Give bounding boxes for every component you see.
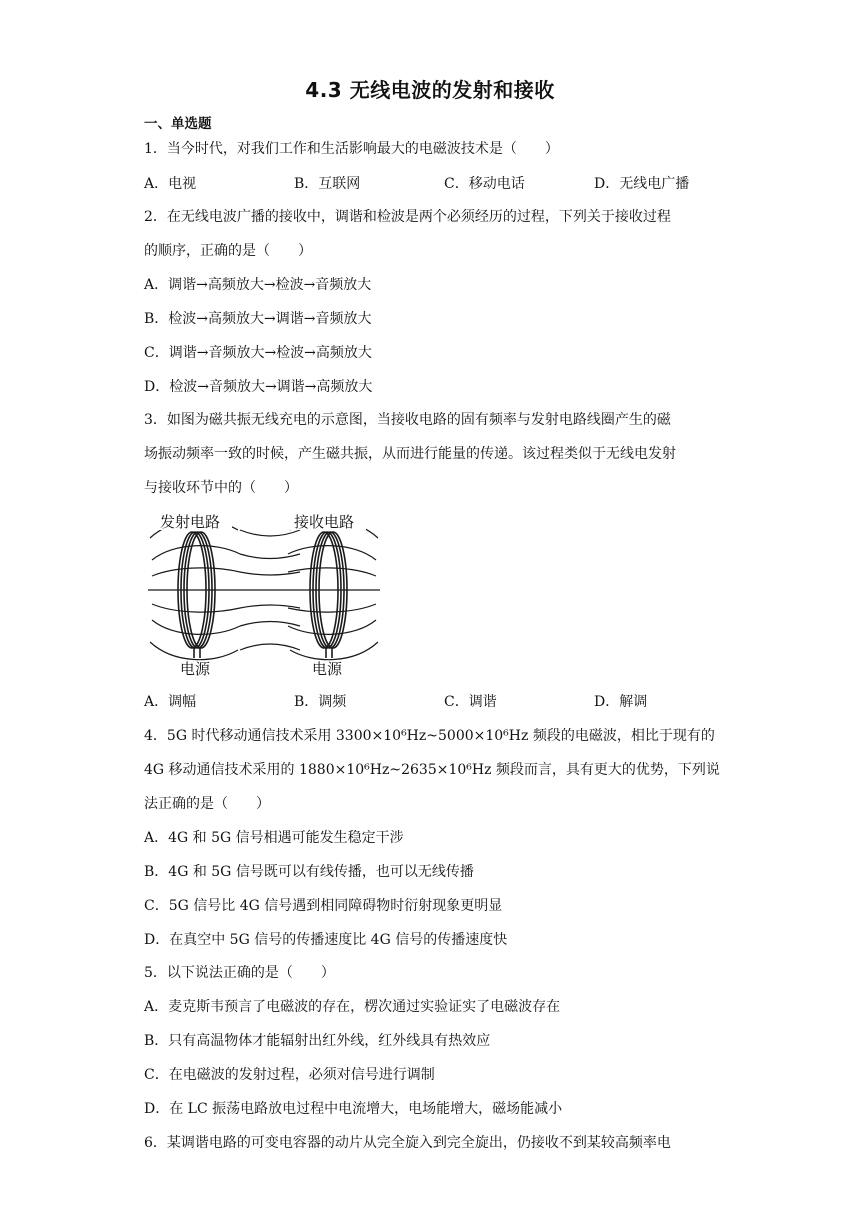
- question-5-stem: 5．以下说法正确的是（ ）: [144, 965, 335, 981]
- question-1-stem: 1．当今时代，对我们工作和生活影响最大的电磁波技术是（ ）: [144, 141, 559, 157]
- page-title: 4.3 无线电波的发射和接收: [305, 78, 555, 102]
- question-1-option-d: D．无线电广播: [594, 176, 690, 192]
- receiver-coil: [310, 532, 347, 658]
- question-4-option-b: B．4G 和 5G 信号既可以有线传播，也可以无线传播: [144, 864, 474, 880]
- field-line: [152, 568, 240, 576]
- question-5-option-c: C．在电磁波的发射过程，必须对信号进行调制: [144, 1067, 435, 1083]
- transmitter-label: 发射电路: [160, 513, 221, 531]
- question-2-option-c: C．调谐→音频放大→检波→高频放大: [144, 345, 372, 361]
- question-4-stem-line-1: 4．5G 时代移动通信技术采用 3300×10⁶Hz~5000×10⁶Hz 频段的电磁波，相比于现有的: [144, 728, 715, 744]
- question-2-option-d: D．检波→音频放大→调谐→高频放大: [144, 379, 373, 395]
- magnetic-resonance-figure: [144, 508, 384, 688]
- question-3-stem-line-3: 与接收环节中的（ ）: [144, 480, 298, 496]
- field-line: [152, 546, 240, 560]
- question-4-option-d: D．在真空中 5G 信号的传播速度比 4G 信号的传播速度快: [144, 932, 508, 948]
- field-line: [240, 644, 300, 650]
- question-3-stem-line-1: 3．如图为磁共振无线充电的示意图，当接收电路的固有频率与发射电路线圈产生的磁: [144, 412, 671, 428]
- section-heading: 一、单选题: [144, 116, 212, 132]
- field-line: [288, 620, 376, 634]
- question-6-stem: 6．某调谐电路的可变电容器的动片从完全旋入到完全旋出，仍接收不到某较高频率电: [144, 1135, 671, 1151]
- field-line: [240, 530, 300, 536]
- question-4-stem-line-2: 4G 移动通信技术采用的 1880×10⁶Hz~2635×10⁶Hz 频段而言，具有更大的优势，下列说: [144, 762, 720, 778]
- question-4-stem-line-3: 法正确的是（ ）: [144, 796, 270, 812]
- field-line: [288, 604, 376, 612]
- question-2-stem-line-2: 的顺序，正确的是（ ）: [144, 243, 312, 259]
- field-line: [240, 572, 300, 575]
- question-5-option-d: D．在 LC 振荡电路放电过程中电流增大，电场能增大，磁场能减小: [144, 1101, 563, 1117]
- question-1-option-b: B．互联网: [294, 176, 361, 192]
- coil-diagram: [144, 508, 384, 688]
- field-line: [240, 622, 300, 627]
- question-3-stem-line-2: 场振动频率一致的时候，产生磁共振，从而进行能量的传递。该过程类似于无线电发射: [144, 446, 676, 462]
- receiver-label: 接收电路: [294, 513, 355, 531]
- field-line: [240, 554, 300, 559]
- transmitter-coil: [178, 532, 215, 658]
- question-3-option-c: C．调谐: [444, 694, 497, 710]
- field-line: [288, 568, 376, 576]
- question-3-option-b: B．调频: [294, 694, 347, 710]
- question-1-option-c: C．移动电话: [444, 176, 525, 192]
- right-power-source-label: 电源: [312, 660, 343, 678]
- field-line: [240, 605, 300, 608]
- field-line: [152, 604, 240, 612]
- left-power-source-label: 电源: [180, 660, 211, 678]
- field-line: [152, 620, 240, 634]
- field-line: [288, 546, 376, 560]
- question-4-option-a: A．4G 和 5G 信号相遇可能发生稳定干涉: [144, 830, 404, 846]
- question-3-option-d: D．解调: [594, 694, 648, 710]
- question-5-option-a: A．麦克斯韦预言了电磁波的存在，楞次通过实验证实了电磁波存在: [144, 999, 561, 1015]
- question-2-option-b: B．检波→高频放大→调谐→音频放大: [144, 311, 372, 327]
- question-5-option-b: B．只有高温物体才能辐射出红外线，红外线具有热效应: [144, 1033, 491, 1049]
- question-2-option-a: A．调谐→高频放大→检波→音频放大: [144, 277, 372, 293]
- question-2-stem-line-1: 2．在无线电波广播的接收中，调谐和检波是两个必须经历的过程，下列关于接收过程: [144, 209, 671, 225]
- question-4-option-c: C．5G 信号比 4G 信号遇到相同障碍物时衍射现象更明显: [144, 898, 503, 914]
- question-1-option-a: A．电视: [144, 176, 197, 192]
- question-3-option-a: A．调幅: [144, 694, 197, 710]
